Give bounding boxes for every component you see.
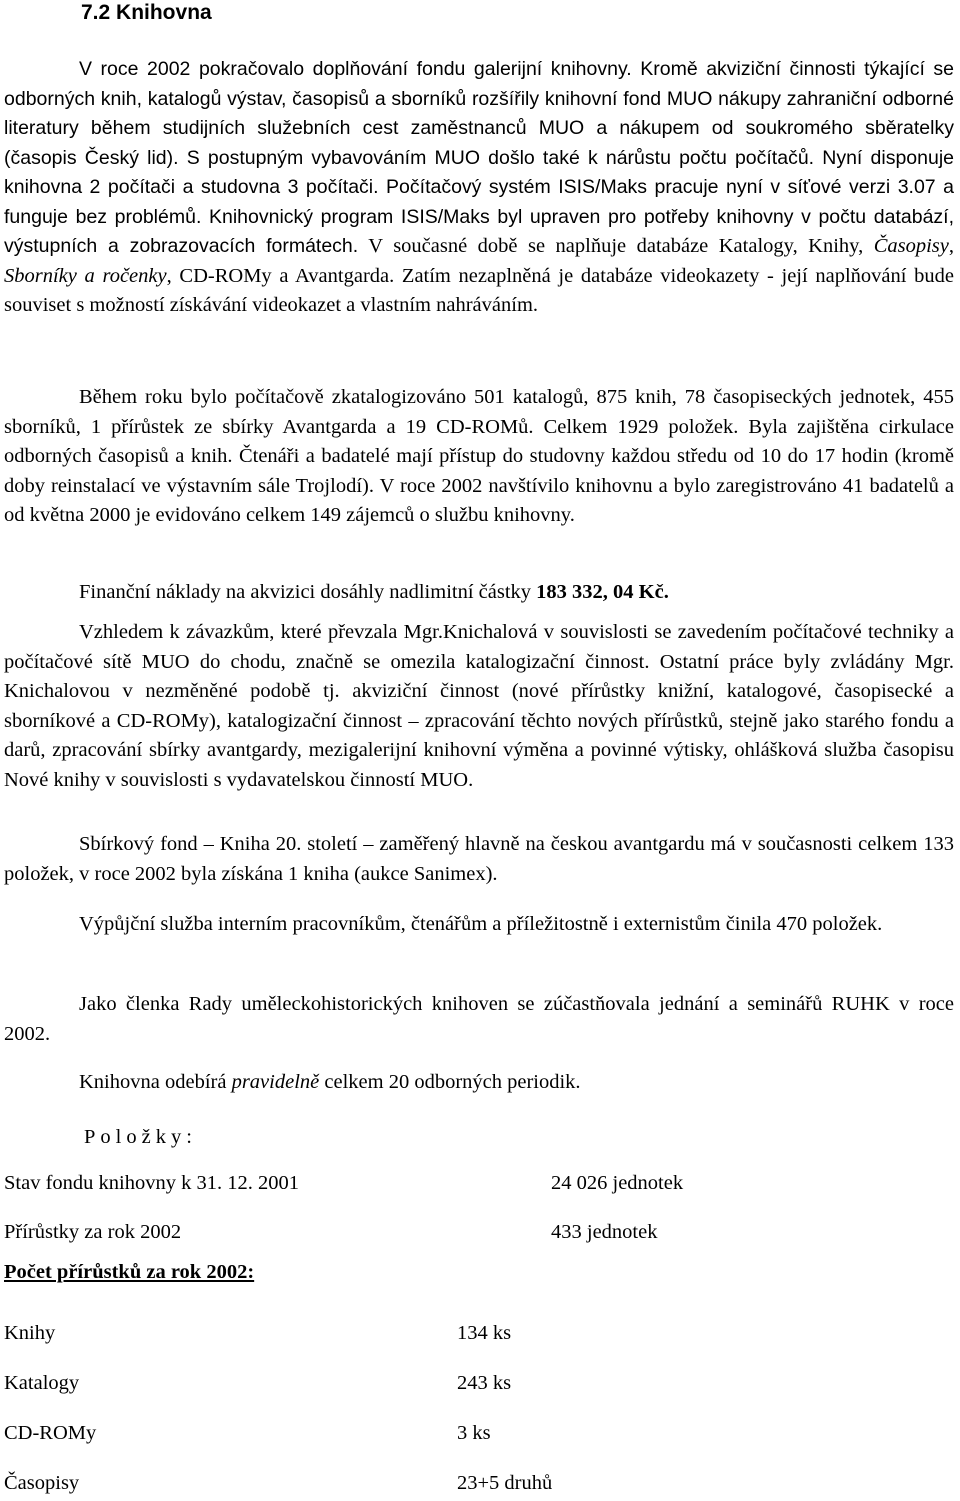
intro-s3-end: , CD-ROMy a Avantgarda. Zatím nezaplněná je databáze videokazety - její naplňování bude souviset s možností získávání videokazet a vlastním nahráváním. — [4, 264, 955, 316]
increment-label: CD-ROMy — [4, 1422, 97, 1444]
increment-value: 134 ks — [457, 1322, 512, 1344]
paragraph-costs — [4, 578, 954, 608]
increment-value: 243 ks — [457, 1372, 512, 1394]
intro-s3-text: V současné době se naplňuje databáze Katalogy, Knihy, — [358, 235, 874, 257]
stat-label: Přírůstky za rok 2002 — [4, 1221, 182, 1243]
increment-label: Knihy — [4, 1322, 56, 1344]
section-heading: 7.2 Knihovna — [81, 1, 212, 24]
increment-value: 3 ks — [457, 1422, 491, 1444]
periodicals-italic: pravidelně — [231, 1071, 320, 1093]
stat-row — [4, 1217, 954, 1247]
costs-amount: 183 332, 04 Kč. — [536, 581, 669, 603]
increments-heading: Počet přírůstků za rok 2002: — [4, 1261, 255, 1283]
increment-row — [4, 1418, 954, 1448]
paragraph-periodicals — [4, 1068, 954, 1098]
increment-label: Časopisy — [4, 1472, 80, 1494]
db-sborniky: Sborníky a ročenky — [4, 264, 167, 287]
intro-sentence-2: Kromě akviziční činnosti týkající se odborných knih, katalogů výstav, časopisů a sborníků rozšířily knihovní fond MUO nákupy zahraniční odborné literatury během studijních služebních cest zaměstnanců MUO a nákupem od soukromého sběratelky (časopis Český lid). S postupným vybavováním MUO došlo také k nárůstu počtu počítačů. Nyní disponuje knihovna 2 počítači a studovna 3 počítači. Počítačový systém ISIS/Maks pracuje nyní v síťové verzi 3.07 a funguje bez problémů. Knihovnický program ISIS/Maks byl upraven pro potřeby knihovny v počtu databází, výstupních a zobrazovacích formátech. — [4, 58, 954, 257]
paragraph-lending: Výpůjční služba interním pracovníkům, čtenářům a příležitostně i externistům činila 470 položek. — [79, 913, 883, 935]
intro-s3-sep: , — [948, 235, 954, 257]
items-heading: Položky: — [84, 1126, 197, 1148]
costs-text: Finanční náklady na akvizici dosáhly nadlimitní částky — [79, 581, 537, 603]
intro-sentence-1: V roce 2002 pokračovalo doplňování fondu galerijní knihovny. — [79, 58, 641, 80]
paragraph-obligations: Vzhledem k závazkům, které převzala Mgr.Knichalová v souvislosti se zavedením počítačové techniky a počítačové sítě MUO do chodu, značně se omezila katalogizační činnost. Ostatní práce byly zvládány Mgr. Knichalovou v nezměněné podobě tj. akviziční činnost (nové přírůstky knižní, katalogové, časopisecké a sborníkové a CD-ROMy), katalogizační činnost – zpracování těchto nových přírůstků, stejně jako starého fondu a darů, zpracování sbírky avantgardy, mezigalerijní knihovní výměna a povinné výtisky, ohlášková služba časopisu Nové knihy v souvislosti s vydavatelskou činností MUO. — [4, 621, 954, 791]
stat-label: Stav fondu knihovny k 31. 12. 2001 — [4, 1172, 299, 1194]
paragraph-catalogization: Během roku bylo počítačově zkatalogizováno 501 katalogů, 875 knih, 78 časopiseckých jednotek, 455 sborníků, 1 přírůstek ze sbírky Avantgarda a 19 CD-ROMů. Celkem 1929 položek. Byla zajištěna cirkulace odborných časopisů a knih. Čtenáři a badatelé mají přístup do studovny každou středu od 10 do 17 hodin (kromě doby reinstalací ve výstavním sále Trojlodí). V roce 2002 navštívilo knihovnu a bylo zaregistrováno 41 badatelů a od května 2000 je evidováno celkem 149 zájemců o službu knihovny. — [4, 386, 954, 526]
stat-value: 24 026 jednotek — [551, 1172, 684, 1194]
stat-value: 433 jednotek — [551, 1221, 658, 1243]
increment-row — [4, 1368, 954, 1398]
db-casopisy: Časopisy — [873, 235, 949, 257]
stat-row — [4, 1168, 954, 1198]
increment-row — [4, 1468, 954, 1498]
paragraph-intro — [4, 55, 954, 321]
paragraph-council: Jako členka Rady uměleckohistorických knihoven se zúčastňovala jednání a seminářů RUHK v roce 2002. — [4, 993, 954, 1045]
periodicals-a: Knihovna odebírá — [79, 1071, 232, 1093]
periodicals-b: celkem 20 odborných periodik. — [319, 1071, 581, 1093]
increment-label: Katalogy — [4, 1372, 80, 1394]
increment-row — [4, 1318, 954, 1348]
paragraph-collection: Sbírkový fond – Kniha 20. století – zaměřený hlavně na českou avantgardu má v současnosti celkem 133 položek, v roce 2002 byla získána 1 kniha (aukce Sanimex). — [4, 833, 954, 885]
increment-value: 23+5 druhů — [457, 1472, 553, 1494]
